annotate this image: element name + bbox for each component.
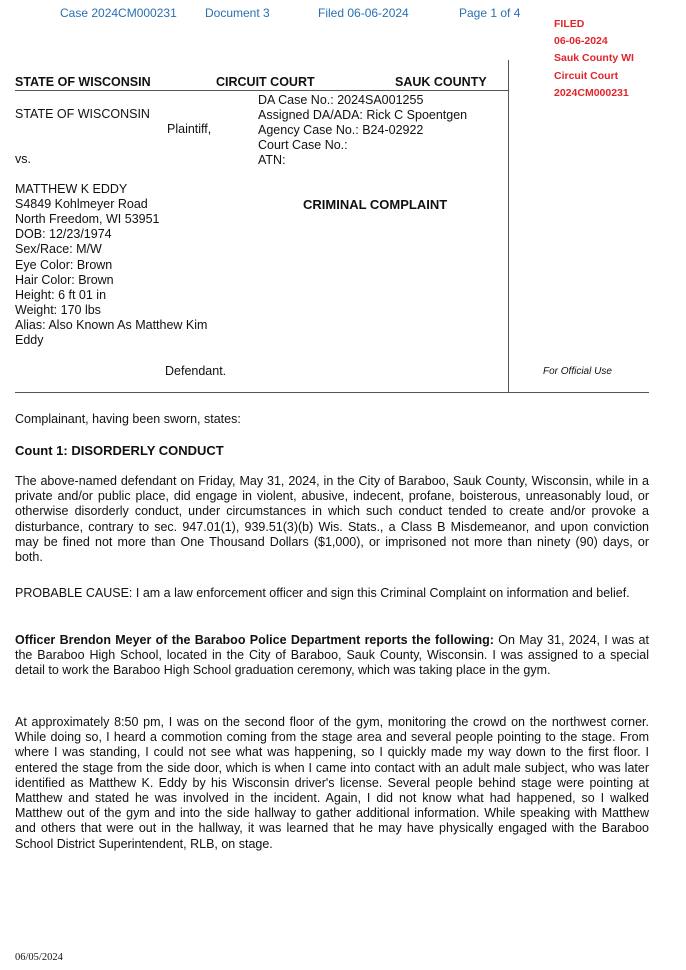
stamp-case: 2024CM000231 bbox=[554, 86, 629, 99]
stamp-date: 06-06-2024 bbox=[554, 35, 608, 48]
officer-report-lead: Officer Brendon Meyer of the Baraboo Police Department reports the following: bbox=[15, 633, 494, 647]
official-use-divider bbox=[508, 60, 509, 392]
stamp-county: Sauk County WI bbox=[554, 52, 634, 65]
count-description: The above-named defendant on Friday, May 31, 2024, in the City of Baraboo, Sauk County, Wisconsin, while in a private and/or public place, did engage in violent, abusive, indecent, profane, boisterous, unreasonably loud, or otherwise disorderly conduct, under circumstances in which such conduct tended to create and/or provoke a disturbance, contrary to sec. 947.01(1), 939.51(3)(b) Wis. Stats., a Class B Misdemeanor, and upon conviction may be fined not more than One Thousand Dollars ($1,000), or imprisoned not more than ninety (90) days, or both. bbox=[15, 474, 649, 565]
case-number: Case 2024CM000231 bbox=[60, 6, 177, 20]
stamp-court: Circuit Court bbox=[554, 69, 619, 82]
filed-date: Filed 06-06-2024 bbox=[318, 6, 409, 20]
agency-case-number: Agency Case No.: B24-02922 bbox=[258, 123, 424, 137]
assigned-da: Assigned DA/ADA: Rick C Spoentgen bbox=[258, 108, 468, 122]
versus: vs. bbox=[15, 152, 31, 166]
caption-bottom-rule bbox=[15, 392, 649, 393]
caption-divider bbox=[15, 90, 508, 91]
defendant-dob: DOB: 12/23/1974 bbox=[15, 227, 112, 241]
court-case-number: Court Case No.: bbox=[258, 138, 348, 152]
document-title: CRIMINAL COMPLAINT bbox=[303, 197, 448, 212]
defendant-alias: Alias: Also Known As Matthew Kim bbox=[15, 318, 208, 332]
defendant-hair-color: Hair Color: Brown bbox=[15, 273, 114, 287]
officer-report-paragraph bbox=[15, 633, 649, 679]
defendant-weight: Weight: 170 lbs bbox=[15, 303, 101, 317]
defendant-role: Defendant. bbox=[165, 364, 227, 378]
caption-court: CIRCUIT COURT bbox=[216, 75, 315, 89]
document-number: Document 3 bbox=[205, 6, 270, 20]
plaintiff-name: STATE OF WISCONSIN bbox=[15, 107, 150, 121]
sworn-statement: Complainant, having been sworn, states: bbox=[15, 412, 241, 426]
atn: ATN: bbox=[258, 153, 286, 167]
defendant-sex-race: Sex/Race: M/W bbox=[15, 242, 102, 256]
defendant-address-line2: North Freedom, WI 53951 bbox=[15, 212, 160, 226]
plaintiff-role: Plaintiff, bbox=[167, 122, 212, 136]
defendant-height: Height: 6 ft 01 in bbox=[15, 288, 107, 302]
caption-county: SAUK COUNTY bbox=[395, 75, 487, 89]
official-use-label: For Official Use bbox=[543, 366, 612, 377]
defendant-alias-cont: Eddy bbox=[15, 333, 44, 347]
probable-cause: PROBABLE CAUSE: I am a law enforcement officer and sign this Criminal Complaint on information and belief. bbox=[15, 586, 630, 600]
page-number: Page 1 of 4 bbox=[459, 6, 521, 20]
da-case-number: DA Case No.: 2024SA001255 bbox=[258, 93, 424, 107]
defendant-address-line1: S4849 Kohlmeyer Road bbox=[15, 197, 148, 211]
footer-date: 06/05/2024 bbox=[15, 952, 63, 963]
count-title: Count 1: DISORDERLY CONDUCT bbox=[15, 443, 224, 458]
incident-narrative: At approximately 8:50 pm, I was on the second floor of the gym, monitoring the crowd on the northwest corner. While doing so, I heard a commotion coming from the stage area and several people pointing to the stage. From where I was standing, I could not see what was happening, so I quickly made my way down to the first floor. I entered the stage from the side door, which is when I came into contact with an adult male subject, who was later identified as Matthew K. Eddy by his Wisconsin driver's license. Several people behind stage were pointing at Matthew and stated he was involved in the incident. Again, I did not know what had happened, so I walked Matthew out of the gym and into the side hallway to gather additional information. While speaking with Matthew and others that were out in the hallway, it was learned that he may have physically engaged with the Baraboo School District Superintendent, RLB, on stage. bbox=[15, 715, 649, 851]
officer-report-text: On May 31, 2024, I was at the Baraboo High School, located in the City of Baraboo, Sauk County, Wisconsin. I was assigned to a special detail to work the Baraboo High School graduation ceremony, which was taking place in the gym. bbox=[15, 633, 649, 678]
defendant-eye-color: Eye Color: Brown bbox=[15, 258, 113, 272]
defendant-name: MATTHEW K EDDY bbox=[15, 182, 128, 196]
stamp-filed: FILED bbox=[554, 18, 585, 30]
filed-stamp bbox=[554, 16, 634, 102]
caption-state: STATE OF WISCONSIN bbox=[15, 75, 151, 89]
